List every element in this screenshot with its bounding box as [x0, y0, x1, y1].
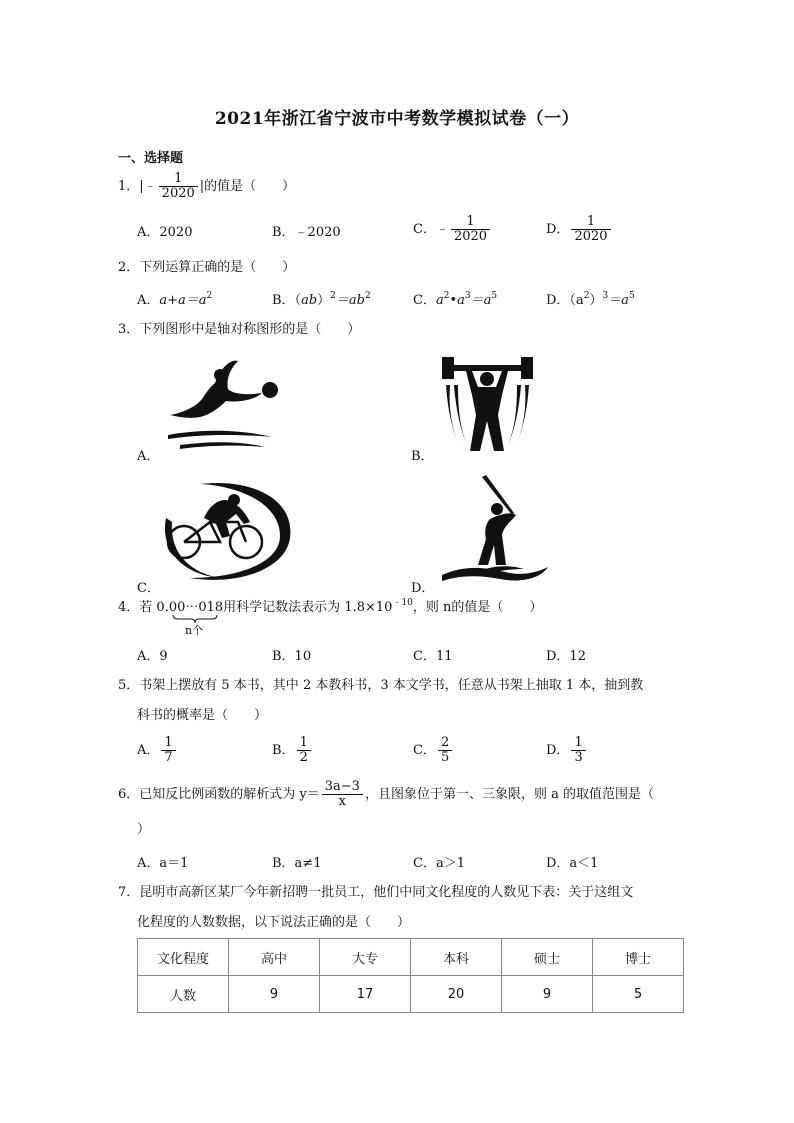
table-cell: 本科 — [411, 939, 502, 976]
expression: ＝a — [470, 293, 492, 308]
volleyball-figure-icon — [160, 355, 285, 455]
option-label: A． — [137, 293, 160, 308]
denominator: 3 — [571, 750, 585, 765]
option-a[interactable]: A．2020 — [137, 225, 193, 240]
option-b[interactable] — [272, 736, 313, 765]
question-3: 3．下列图形中是轴对称图形的是（ ） — [118, 322, 361, 337]
table-cell: 高中 — [229, 939, 320, 976]
fraction — [571, 736, 585, 765]
golfer-figure-icon — [440, 475, 550, 585]
weightlifter-figure-icon — [440, 355, 535, 455]
education-table — [137, 938, 684, 1013]
option-c[interactable] — [413, 215, 492, 244]
question-7-continued: 化程度的人数数据，以下说法正确的是（ ） — [137, 915, 411, 930]
exponent: 5 — [628, 291, 635, 301]
question-text: ，则 n的值是（ ） — [412, 600, 543, 615]
option-c[interactable] — [413, 736, 454, 765]
option-c[interactable] — [413, 289, 497, 308]
question-6 — [118, 780, 654, 809]
expression: ＝a — [608, 293, 629, 308]
expression: ） — [589, 293, 603, 308]
exponent: 2 — [443, 291, 450, 301]
option-label: B．（ — [272, 293, 302, 308]
exponent: 3 — [464, 291, 471, 301]
question-text: 6．已知反比例函数的解析式为 y＝ — [118, 787, 320, 802]
option-label: B． — [272, 743, 295, 758]
table-row — [138, 976, 684, 1013]
option-c[interactable]: C．a＞1 — [413, 856, 465, 871]
numerator: 1 — [466, 214, 475, 229]
question-5: 5．书架上摆放有 5 本书，其中 2 本教科书，3 本文学书，任意从书架上抽取 1 本，抽到教 — [118, 678, 644, 693]
option-c[interactable]: C．11 — [413, 649, 453, 664]
option-label: D．（a — [546, 293, 584, 308]
exponent: 2 — [364, 291, 371, 301]
table-cell: 大专 — [320, 939, 411, 976]
table-cell: 9 — [229, 976, 320, 1013]
option-a[interactable] — [137, 289, 212, 308]
brace-label: n个 — [185, 624, 204, 637]
option-b[interactable]: B．a≠1 — [272, 856, 322, 871]
fraction — [571, 215, 610, 244]
expression: ＝ab — [335, 293, 365, 308]
option-label: A． — [137, 743, 160, 758]
fraction — [322, 780, 363, 809]
option-label: C． — [413, 743, 436, 758]
question-text: |的值是（ ） — [199, 179, 296, 194]
expression: a+a＝a — [159, 293, 207, 308]
denominator: 2020 — [159, 186, 198, 201]
option-a[interactable]: A．a＝1 — [137, 856, 189, 871]
fraction — [438, 736, 452, 765]
question-1 — [118, 172, 295, 201]
option-label: C．﹣ — [413, 222, 449, 237]
numerator: 1 — [174, 171, 183, 186]
question-text: |﹣ — [139, 179, 157, 194]
exponent: 5 — [491, 291, 498, 301]
numerator: 1 — [164, 735, 173, 750]
option-b[interactable] — [272, 289, 371, 308]
table-cell: 博士 — [593, 939, 684, 976]
option-label: C． — [413, 293, 436, 308]
numerator: 1 — [299, 735, 308, 750]
fraction — [297, 736, 311, 765]
option-d[interactable] — [546, 215, 613, 244]
fraction — [161, 736, 175, 765]
exponent: 2 — [206, 291, 213, 301]
page-title: 2021年浙江省宁波市中考数学模拟试卷（一） — [214, 109, 580, 129]
option-a[interactable]: A．9 — [137, 649, 168, 664]
table-cell: 20 — [411, 976, 502, 1013]
table-cell: 人数 — [138, 976, 229, 1013]
section-heading: 一、选择题 — [118, 151, 184, 166]
expression: ） — [317, 293, 331, 308]
expression: ab — [301, 293, 318, 308]
option-d[interactable] — [546, 736, 588, 765]
option-b[interactable]: B．﹣2020 — [272, 225, 341, 240]
option-label: D． — [546, 743, 570, 758]
exponent: 2 — [330, 291, 336, 301]
repeated-zeros: 00⋯0 — [168, 600, 207, 615]
question-number: 1． — [118, 179, 140, 194]
table-cell: 9 — [502, 976, 593, 1013]
option-d[interactable] — [546, 289, 635, 308]
option-b[interactable]: B．10 — [272, 649, 312, 664]
table-header-row — [138, 939, 684, 976]
option-d[interactable]: D．12 — [546, 649, 586, 664]
question-6-continued: ） — [137, 822, 151, 837]
expression: •a — [449, 293, 465, 308]
table-cell: 文化程度 — [138, 939, 229, 976]
denominator: 2020 — [571, 229, 610, 244]
exponent: 2 — [583, 291, 590, 301]
fraction — [159, 172, 198, 201]
numerator: 3a−3 — [324, 779, 360, 794]
expression: a — [435, 293, 444, 308]
figure-option-a[interactable]: A． — [137, 449, 160, 464]
fraction — [451, 215, 490, 244]
numerator: 2 — [440, 735, 450, 750]
option-a[interactable] — [137, 736, 178, 765]
numerator: 1 — [586, 214, 596, 229]
figure-option-c[interactable]: C． — [137, 581, 160, 596]
denominator: 5 — [438, 750, 452, 765]
exponent: ﹣10 — [392, 598, 413, 608]
table-cell: 5 — [593, 976, 684, 1013]
option-label: D． — [546, 222, 570, 237]
exponent: 3 — [602, 291, 609, 301]
numerator: 1 — [574, 735, 583, 750]
question-7: 7．昆明市高新区某厂今年新招聘一批员工，他们中同文化程度的人数见下表：关于这组文 — [118, 885, 634, 900]
question-text: 18用科学记数法表示为 1.8×10 — [206, 600, 393, 615]
denominator: x — [322, 794, 363, 809]
question-5-continued: 科书的概率是（ ） — [137, 708, 268, 723]
table-cell: 17 — [320, 976, 411, 1013]
question-text: ，且图象位于第一、三象限，则 a 的取值范围是（ — [364, 787, 654, 802]
table-cell: 硕士 — [502, 939, 593, 976]
denominator: 2020 — [451, 229, 490, 244]
figure-option-d[interactable]: D． — [411, 581, 435, 596]
question-text: 4．若 0. — [118, 600, 169, 615]
option-d[interactable]: D．a＜1 — [546, 856, 599, 871]
denominator: 2 — [297, 750, 311, 765]
figure-option-b[interactable]: B． — [411, 449, 434, 464]
cyclist-figure-icon — [160, 478, 295, 586]
denominator: 7 — [161, 750, 175, 765]
question-2: 2．下列运算正确的是（ ） — [118, 260, 296, 275]
